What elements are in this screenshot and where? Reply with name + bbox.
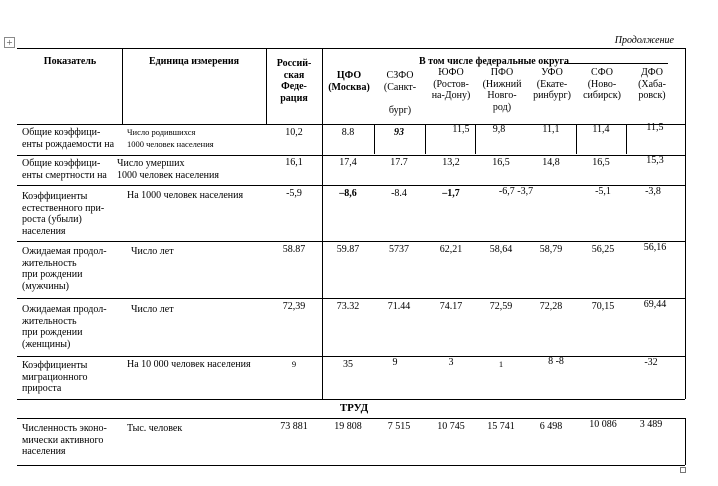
row-name: Численность эконо- мически активного населения <box>22 423 107 458</box>
cell-ufo: 14,8 <box>542 157 560 168</box>
row-name: Общие коэффици- енты рождаемости на <box>22 127 115 150</box>
row-unit: Число лет <box>131 246 174 257</box>
header-district-yufo: ЮФО (Ростов- на-Дону) <box>431 67 471 102</box>
header-indicator: Показатель <box>43 56 97 67</box>
header-district-dfo: ДФО (Хаба- ровск) <box>638 67 666 102</box>
row-unit: На 1000 человек населения <box>127 190 244 201</box>
cell-szfo: 71.44 <box>387 301 411 312</box>
cell-szfo: 17.7 <box>390 157 408 168</box>
row-name: Общие коэффици- енты смертности на <box>22 158 107 181</box>
rule-bottom <box>17 465 685 466</box>
cell-pfo: 72,59 <box>489 301 513 312</box>
cell-russia: 72,39 <box>282 301 306 312</box>
cell-dfo: 11,5 <box>646 122 664 133</box>
cell-ufo: 11,1 <box>542 124 560 135</box>
vline-header-1 <box>122 48 123 124</box>
cell-sfo: 70,15 <box>591 301 615 312</box>
header-unit: Единица измерения <box>148 56 240 67</box>
cell-russia: 16,1 <box>285 157 303 168</box>
cell-yufo: 11,5 <box>452 124 470 135</box>
cell-szfo: 9 <box>392 357 398 368</box>
header-district-pfo: ПФО (Нижний Новго- род) <box>482 67 522 113</box>
cell-szfo: 93 <box>394 127 404 138</box>
cell-cfo: 35 <box>343 359 353 370</box>
cell-yufo: 3 <box>448 357 454 368</box>
cell-yufo: –1,7 <box>442 188 460 199</box>
rule-row5 <box>17 356 685 357</box>
rule-row1 <box>17 155 685 156</box>
header-district-cfo: ЦФО (Москва) <box>328 70 370 93</box>
cell-ufo: 58,79 <box>539 244 563 255</box>
table-move-handle-icon[interactable]: + <box>4 37 15 48</box>
row-unit: Число лет <box>131 304 174 315</box>
cell-dfo: 69,44 <box>643 299 667 310</box>
row-name: Коэффициенты миграционного прироста <box>22 360 88 395</box>
cell-cfo: 19 808 <box>334 421 362 432</box>
cell-cfo: 17,4 <box>339 157 357 168</box>
cell-russia: 9 <box>291 359 297 369</box>
cell-russia: 73 881 <box>280 421 308 432</box>
cell-cfo: –8,6 <box>339 188 357 199</box>
cell-cfo: 73.32 <box>336 301 360 312</box>
cell-dfo: 3 489 <box>639 419 663 430</box>
row-unit: Тыс. человек <box>127 423 183 434</box>
cell-szfo: 5737 <box>389 244 409 255</box>
continuation-label: Продолжение <box>614 35 674 46</box>
vline-header-right <box>685 48 686 124</box>
cell-russia: 58.87 <box>282 244 306 255</box>
table-resize-handle-icon[interactable] <box>680 467 686 473</box>
cell-russia: 10,2 <box>285 127 303 138</box>
header-district-ufo: УФО (Екате- ринбург) <box>533 67 571 102</box>
cell-yufo: 62,21 <box>439 244 463 255</box>
cell-ufo: 72,28 <box>539 301 563 312</box>
cell-yufo: 10 745 <box>437 421 465 432</box>
row-name: Коэффициенты естественного при- роста (убыли) населения <box>22 191 105 237</box>
rule-row3 <box>17 241 685 242</box>
cell-sfo: 11,4 <box>592 124 610 135</box>
cell-yufo: 13,2 <box>442 157 460 168</box>
cell-yufo: 74.17 <box>439 301 463 312</box>
cell-pfo: 16,5 <box>492 157 510 168</box>
cell-sfo: 16,5 <box>592 157 610 168</box>
header-district-szfo: СЗФО (Санкт- бург) <box>383 70 417 116</box>
cell-pfo: 9,8 <box>492 124 506 135</box>
cell-sfo: -5,1 <box>595 186 611 197</box>
cell-dfo: 15,3 <box>646 155 664 166</box>
cell-dfo: 56,16 <box>643 242 667 253</box>
cell-pfo: 15 741 <box>487 421 515 432</box>
vline-body-russia <box>322 124 323 399</box>
cell-cfo: 59.87 <box>336 244 360 255</box>
row-unit: Число умерших 1000 человек населения <box>117 158 219 181</box>
cell-cfo: 8.8 <box>341 127 355 138</box>
cell-dfo: -32 <box>644 357 658 368</box>
rule-row6 <box>17 399 685 400</box>
vline-labor-right <box>685 418 686 465</box>
header-district-sfo: СФО (Ново- сибирск) <box>583 67 621 102</box>
cell-russia: -5,9 <box>286 188 302 199</box>
row-unit: На 10 000 человек населения <box>127 359 251 370</box>
cell-ufo: 8 -8 <box>548 356 564 367</box>
cell-szfo: -8.4 <box>391 188 407 199</box>
cell-pfo: 58,64 <box>489 244 513 255</box>
cell-sfo: 10 086 <box>589 419 617 430</box>
row-name: Ожидаемая продол- жительность при рождении (женщины) <box>22 304 107 350</box>
vline-header-2 <box>266 48 267 124</box>
cell-sfo: 56,25 <box>591 244 615 255</box>
cell-szfo: 7 515 <box>387 421 411 432</box>
cell-pfo: -6,7 -3,7 <box>498 186 534 197</box>
row-name: Ожидаемая продол- жительность при рождении (мужчины) <box>22 246 107 292</box>
rule-row4 <box>17 298 685 299</box>
vline-header-3 <box>322 48 323 124</box>
rule-top <box>17 48 685 49</box>
header-districts-title: В том числе федеральные округа <box>419 56 569 67</box>
cell-ufo: 6 498 <box>539 421 563 432</box>
section-title: ТРУД <box>339 402 369 414</box>
cell-dfo: -3,8 <box>645 186 661 197</box>
vline-body-right <box>685 124 686 399</box>
header-russia: Россий- ская Феде- рация <box>276 58 312 104</box>
row-unit: Число родившихся 1000 человек населения <box>127 127 214 149</box>
cell-pfo: 1 <box>498 359 504 369</box>
